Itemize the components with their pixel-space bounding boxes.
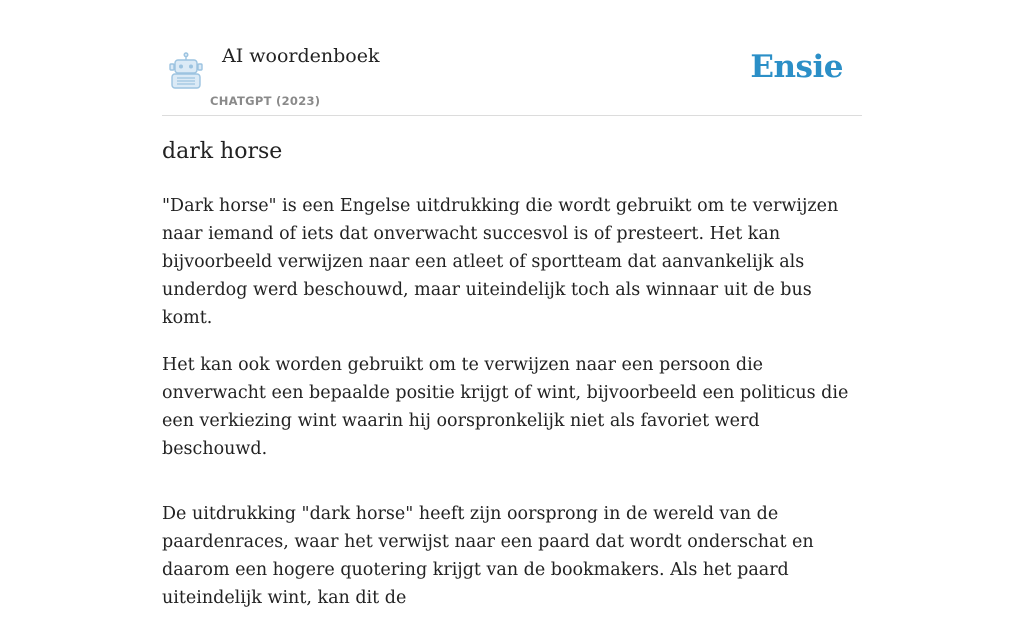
page [162,0,862,608]
robot-icon [166,52,206,90]
dictionary-title[interactable]: AI woordenboek [222,45,380,67]
entry-header [162,0,862,116]
definition-paragraph: Het kan ook worden gebruikt om te verwijzen naar een persoon die onverwacht een bepaalde positie krijgt of wint, bijvoorbeeld een politicus die een verkiezing wint waarin hij oorspronkelijk niet als favoriet werd beschouwd. [162,355,849,459]
definition-paragraph: De uitdrukking "dark horse" heeft zijn oorsprong in de wereld van de paardenraces, waar het verwijst naar een paard dat wordt onderschat en daarom een hogere quotering krijgt van de bookmakers. Als het paard uiteindelijk wint, kan dit de [162,504,814,608]
ensie-logo[interactable]: Ensie [750,49,843,85]
definition-paragraph: "Dark horse" is een Engelse uitdrukking die wordt gebruikt om te verwijzen naar iemand of iets dat onverwacht succesvol is of presteert. Het kan bijvoorbeeld verwijzen naar een atleet of sportteam dat aanvankelijk als underdog werd beschouwd, maar uiteindelijk toch als winnaar uit de bus komt. [162,196,839,328]
dictionary-source: CHATGPT (2023) [210,94,321,108]
entry-definition [162,192,862,631]
entry-term: dark horse [162,139,283,164]
